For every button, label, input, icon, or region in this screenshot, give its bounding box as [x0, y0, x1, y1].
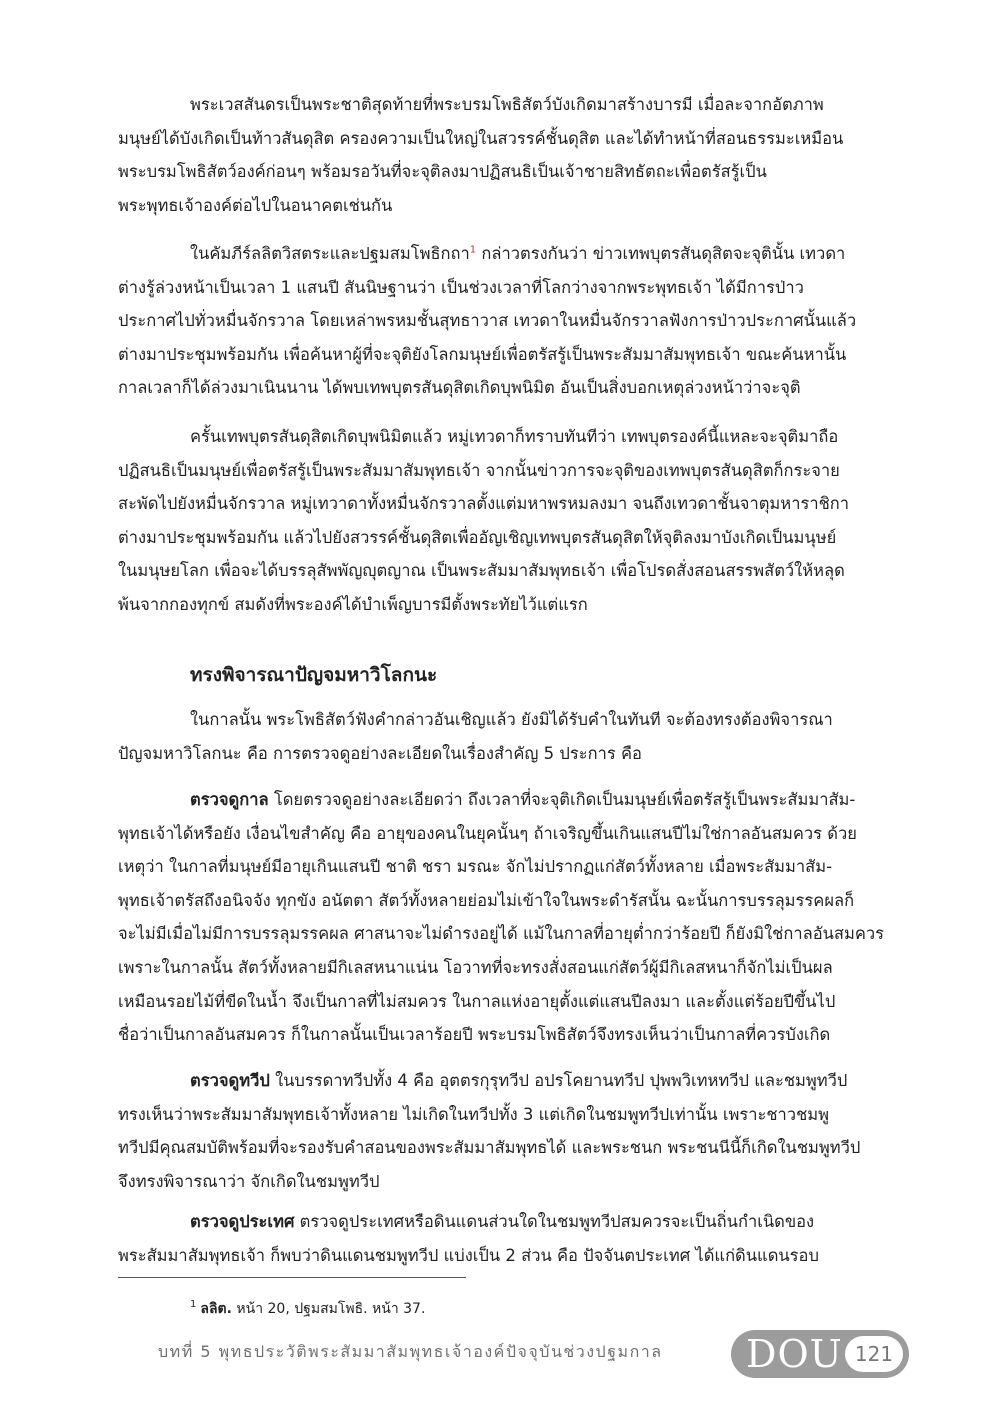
text-line: ชื่อว่าเป็นกาลอันสมควร ก็ในกาลนั้นเป็นเวลาร้อยปี พระบรมโพธิสัตว์จึงทรงเห็นว่าเป็นกาลที่ควรบังเกิด [118, 1025, 831, 1045]
text-segment: ในบรรดาทวีปทั้ง 4 คือ อุตตรกุรุทวีป อปรโคยานทวีป ปุพพวิเทหทวีป และชมพูทวีป [269, 1071, 848, 1090]
paragraph-1 [118, 88, 908, 222]
text-line: ในกาลนั้น พระโพธิสัตว์ฟังคำกล่าวอันเชิญแล้ว ยังมิได้รับคำในทันที จะต้องทรงต้องพิจารณา [190, 710, 833, 729]
text-line: พุทธเจ้าตรัสถึงอนิจจัง ทุกขัง อนัตตา สัตว์ทั้งหลายย่อมไม่เข้าใจในพระดำรัสนั้น ฉะนั้นการบรรลุมรรคผลก็ [118, 890, 855, 910]
text-line: ต่างมาประชุมพร้อมกัน เพื่อค้นหาผู้ที่จะจุติยังโลกมนุษย์เพื่อตรัสรู้เป็นพระสัมมาสัมพุทธเจ้า ขณะค้นหานั้น [118, 344, 847, 364]
bold-term: ตรวจดูกาล [190, 790, 269, 809]
paragraph-2 [118, 237, 908, 405]
paragraph-4 [118, 703, 908, 770]
text-line: ปฏิสนธิเป็นมนุษย์เพื่อตรัสรู้เป็นพระสัมมาสัมพุทธเจ้า จากนั้นข่าวการจะจุติของเทพบุตรสันดุสิตก็กระจาย [118, 460, 840, 480]
text-line: เหมือนรอยไม้ที่ขีดในน้ำ จึงเป็นกาลที่ไม่สมควร ในกาลแห่งอายุตั้งแต่แสนปีลงมา และตั้งแต่ร้อยปีขึ้นไป [118, 991, 836, 1011]
paragraph-3 [118, 420, 908, 622]
text-line: ทวีปมีคุณสมบัติพร้อมที่จะรองรับคำสอนของพระสัมมาสัมพุทธได้ และพระชนก พระชนนีนี้ก็เกิดในชมพูทวีป [118, 1138, 861, 1158]
footnote-text: หน้า 20, ปฐมสมโพธิ. หน้า 37. [231, 1301, 426, 1317]
footnote-source: ลลิต. [200, 1301, 232, 1317]
text-line: พระพุทธเจ้าองค์ต่อไปในอนาคตเช่นกัน [118, 195, 393, 215]
footnote-divider [118, 1277, 466, 1278]
paragraph-6 [118, 1064, 908, 1198]
text-line: พระสัมมาสัมพุทธเจ้า ก็พบว่าดินแดนชมพูทวีป แบ่งเป็น 2 ส่วน คือ ปัจจันตประเทศ ได้แก่ดินแดนรอบ [118, 1245, 819, 1265]
text-line: มนุษย์ได้บังเกิดเป็นท้าวสันดุสิต ครองความเป็นใหญ่ในสวรรค์ชั้นดุสิต และได้ทำหน้าที่สอนธรรมะเหมือน [118, 128, 844, 148]
section-heading: ทรงพิจารณาปัญจมหาวิโลกนะ [190, 664, 438, 686]
text-line: พ้นจากกองทุกข์ สมดังที่พระองค์ได้บำเพ็ญบารมีตั้งพระทัยไว้แต่แรก [118, 594, 588, 614]
text-line: ต่างรู้ล่วงหน้าเป็นเวลา 1 แสนปี สันนิษฐานว่า เป็นช่วงเวลาที่โลกว่างจากพระพุทธเจ้า ได้มีการป่าว [118, 277, 804, 297]
text-line: เพราะในกาลนั้น สัตว์ทั้งหลายมีกิเลสหนาแน่น โอวาทที่จะทรงสั่งสอนแก่สัตว์ผู้มีกิเลสหนาก็จักไม่เป็นผล [118, 957, 833, 977]
paragraph-7 [118, 1205, 908, 1272]
text-line: ประกาศไปทั่วหมื่นจักรวาล โดยเหล่าพรหมชั้นสุทธาวาส เทวดาในหมื่นจักรวาลฟังการป่าวประกาศนั้นแล้ว [118, 311, 857, 331]
text-line: เหตุว่า ในกาลที่มนุษย์มีอายุเกินแสนปี ชาติ ชรา มรณะ จักไม่ปรากฏแก่สัตว์ทั้งหลาย เมื่อพระสัมมาสัม- [118, 857, 833, 877]
text-line: จะไม่มีเมื่อไม่มีการบรรลุมรรคผล ศาสนาจะไม่ดำรงอยู่ได้ แม้ในกาลที่อายุต่ำกว่าร้อยปี ก็ยังมิใช่กาลอันสมควร [118, 924, 885, 944]
text-line [118, 1064, 908, 1098]
text-segment: โดยตรวจดูอย่างละเอียดว่า ถึงเวลาที่จะจุติเกิดเป็นมนุษย์เพื่อตรัสรู้เป็นพระสัมมาสัม- [268, 790, 856, 809]
bold-term: ตรวจดูประเทศ [190, 1212, 295, 1231]
text-line: ทรงเห็นว่าพระสัมมาสัมพุทธเจ้าทั้งหลาย ไม่เกิดในทวีปทั้ง 3 แต่เกิดในชมพูทวีปเท่านั้น เพราะชาวชมพู [118, 1104, 830, 1124]
text-line: ปัญจมหาวิโลกนะ คือ การตรวจดูอย่างละเอียดในเรื่องสำคัญ 5 ประการ คือ [118, 743, 642, 763]
page-number: 121 [854, 1342, 894, 1366]
bold-term: ตรวจดูทวีป [190, 1071, 270, 1090]
chapter-footer: บทที่ 5 พุทธประวัติพระสัมมาสัมพุทธเจ้าองค์ปัจจุบันช่วงปฐมกาล [158, 1342, 663, 1361]
text-line [118, 237, 908, 271]
text-line [118, 1205, 908, 1239]
text-line: สะพัดไปยังหมื่นจักรวาล หมู่เทวาดาทั้งหมื่นจักรวาลตั้งแต่มหาพรหมลงมา จนถึงเทวดาชั้นจาตุมหาราชิกา [118, 494, 850, 514]
text-segment: กล่าวตรงกันว่า ข่าวเทพบุตรสันดุสิตจะจุตินั้น เทวดา [476, 244, 846, 263]
footnote [190, 1298, 425, 1320]
text-line: กาลเวลาก็ได้ล่วงมาเนินนาน ได้พบเทพบุตรสันดุสิตเกิดบุพนิมิต อันเป็นสิ่งบอกเหตุล่วงหน้าว่าจะจุติ [118, 378, 801, 398]
text-line [118, 783, 908, 817]
text-line: ครั้นเทพบุตรสันดุสิตเกิดบุพนิมิตแล้ว หมู่เทวดาก็ทราบทันทีว่า เทพบุตรองค์นี้แหละจะจุติมาถือ [190, 427, 839, 446]
text-line: พระบรมโพธิสัตว์องค์ก่อนๆ พร้อมรอวันที่จะจุติลงมาปฏิสนธิเป็นเจ้าชายสิทธัตถะเพื่อตรัสรู้เป็น [118, 162, 767, 182]
text-segment: ในคัมภีร์ลลิตวิสตระและปฐมสมโพธิกถา [190, 244, 470, 263]
dou-logo: DOU [746, 1332, 843, 1376]
paragraph-5 [118, 783, 908, 1052]
text-line: ในมนุษยโลก เพื่อจะได้บรรลุสัพพัญญุตญาณ เป็นพระสัมมาสัมพุทธเจ้า เพื่อโปรดสั่งสอนสรรพสัตว์ให้หลุด [118, 561, 845, 581]
footnote-number: 1 [190, 1299, 197, 1311]
text-line: ต่างมาประชุมพร้อมกัน แล้วไปยังสวรรค์ชั้นดุสิตเพื่ออัญเชิญเทพบุตรสันดุสิตให้จุติลงมาบังเกิดเป็นมนุษย์ [118, 527, 837, 547]
text-line: พุทธเจ้าได้หรือยัง เงื่อนไขสำคัญ คือ อายุของคนในยุคนั้นๆ ถ้าเจริญขึ้นเกินแสนปีไม่ใช่กาลอันสมควร ด้วย [118, 823, 857, 843]
footnote-ref[interactable]: 1 [469, 244, 477, 256]
text-line: จึงทรงพิจารณาว่า จักเกิดในชมพูทวีป [118, 1171, 380, 1191]
text-segment: ตรวจดูประเทศหรือดินแดนส่วนใดในชมพูทวีปสมควรจะเป็นถิ่นกำเนิดของ [294, 1212, 815, 1231]
text-line: พระเวสสันดรเป็นพระชาติสุดท้ายที่พระบรมโพธิสัตว์บังเกิดมาสร้างบารมี เมื่อละจากอัตภาพ [190, 95, 824, 114]
